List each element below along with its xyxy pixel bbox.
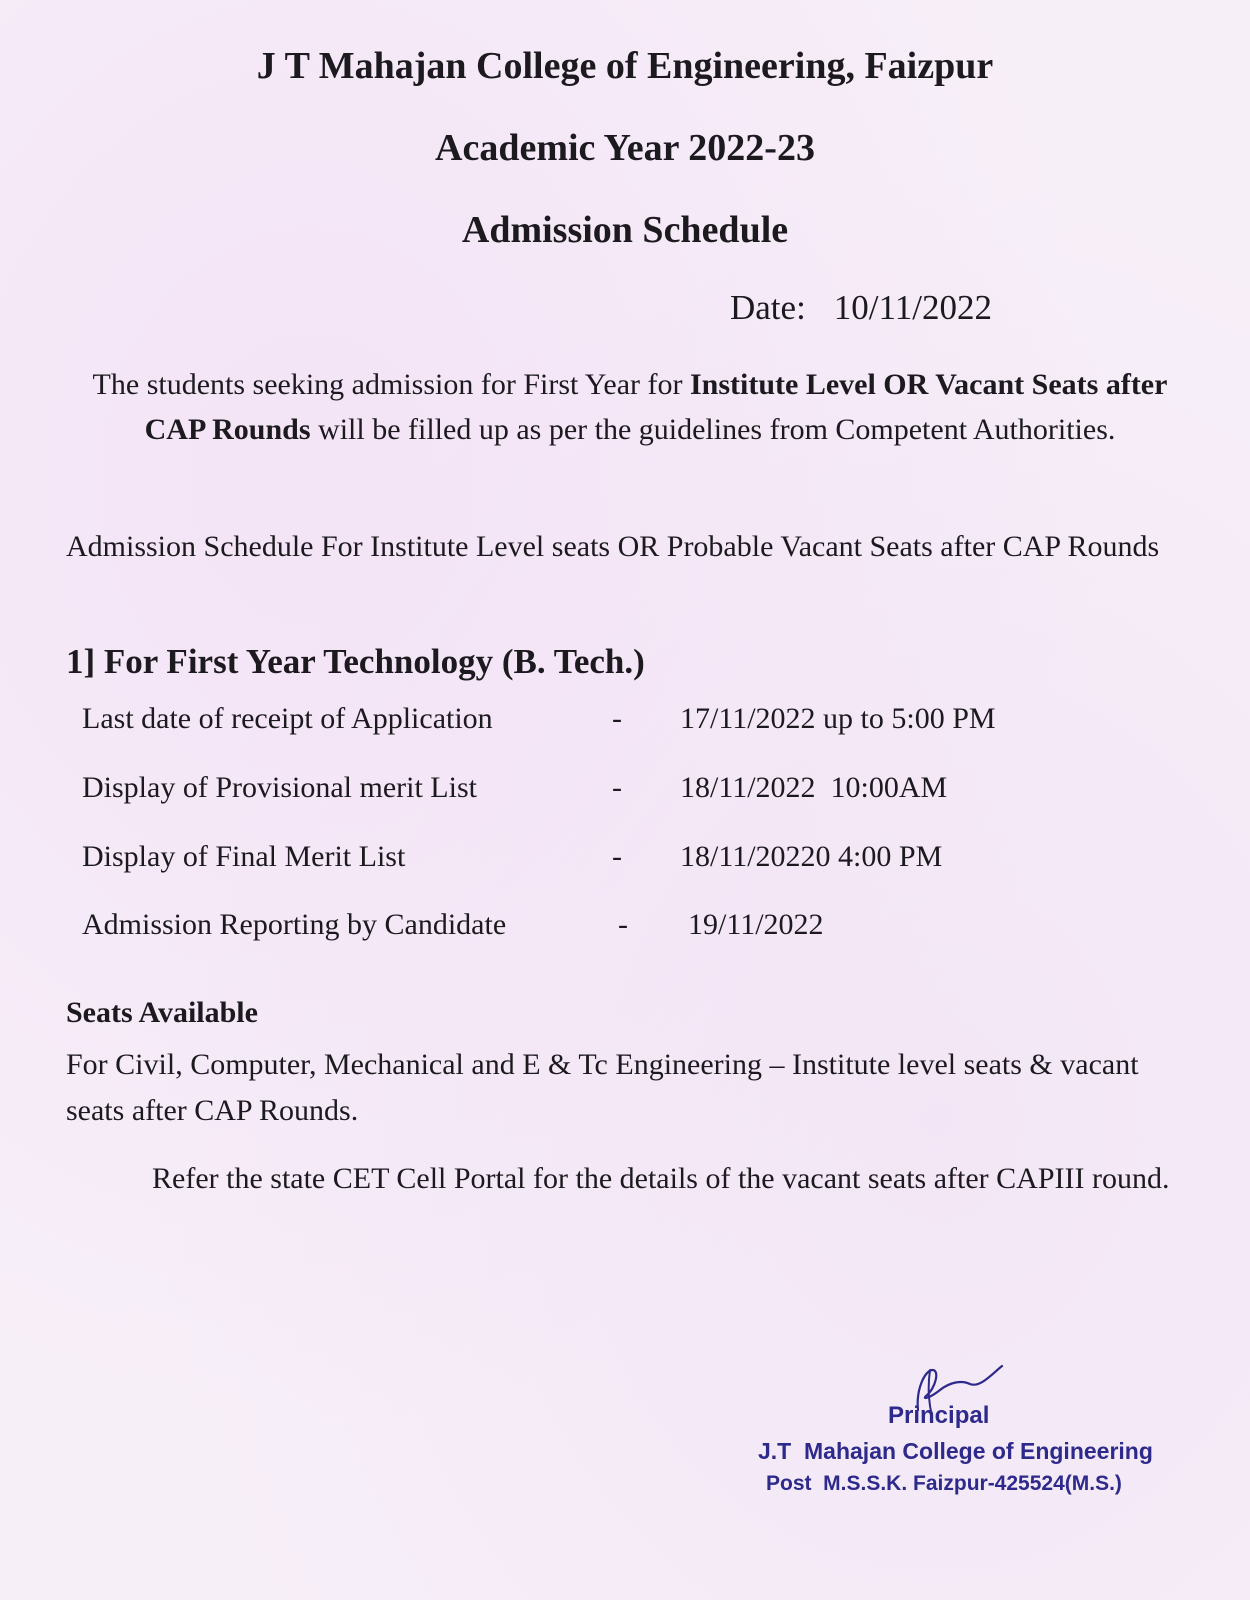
intro-paragraph <box>70 362 1190 452</box>
schedule-value: 18/11/20220 4:00 PM <box>680 840 943 873</box>
schedule-label: Display of Final Merit List <box>82 840 406 873</box>
schedule-label: Display of Provisional merit List <box>82 771 477 804</box>
schedule-label: Last date of receipt of Application <box>82 702 493 735</box>
academic-year: Academic Year 2022-23 <box>435 127 815 169</box>
refer-paragraph: Refer the state CET Cell Portal for the details of the vacant seats after CAPIII round. <box>152 1162 1170 1195</box>
schedule-intro: Admission Schedule For Institute Level seats OR Probable Vacant Seats after CAP Rounds <box>66 530 1160 563</box>
intro-text-2: will be filled up as per the guidelines from Competent Authorities. <box>310 413 1116 446</box>
document-date <box>730 288 992 328</box>
seats-available-heading: Seats Available <box>66 996 258 1029</box>
intro-bold-text: Institute Level OR Vacant Seats after CAP Rounds <box>144 368 1168 446</box>
schedule-dash: - <box>618 908 628 941</box>
stamp-college: J.T Mahajan College of Engineering <box>758 1438 1153 1464</box>
schedule-dash: - <box>612 771 622 804</box>
date-value: 10/11/2022 <box>833 288 992 327</box>
schedule-dash: - <box>612 840 622 873</box>
intro-text-1: The students seeking admission for First Year for <box>92 368 690 401</box>
schedule-value: 17/11/2022 up to 5:00 PM <box>680 702 996 735</box>
page-title: Admission Schedule <box>461 209 789 251</box>
college-name: J T Mahajan College of Engineering, Faizpur <box>256 45 994 87</box>
stamp-title: Principal <box>888 1402 990 1429</box>
schedule-dash: - <box>612 702 622 735</box>
section-title: 1] For First Year Technology (B. Tech.) <box>66 642 645 681</box>
seats-available-text: For Civil, Computer, Mechanical and E & Tc Engineering – Institute level seats & vacant seats after CAP Rounds. <box>66 1048 1139 1127</box>
schedule-value: 18/11/2022 10:00AM <box>680 771 948 804</box>
schedule-value: 19/11/2022 <box>688 908 824 941</box>
date-label: Date: <box>730 288 806 327</box>
stamp-address: Post M.S.S.K. Faizpur-425524(M.S.) <box>766 1472 1122 1495</box>
schedule-label: Admission Reporting by Candidate <box>82 908 507 941</box>
